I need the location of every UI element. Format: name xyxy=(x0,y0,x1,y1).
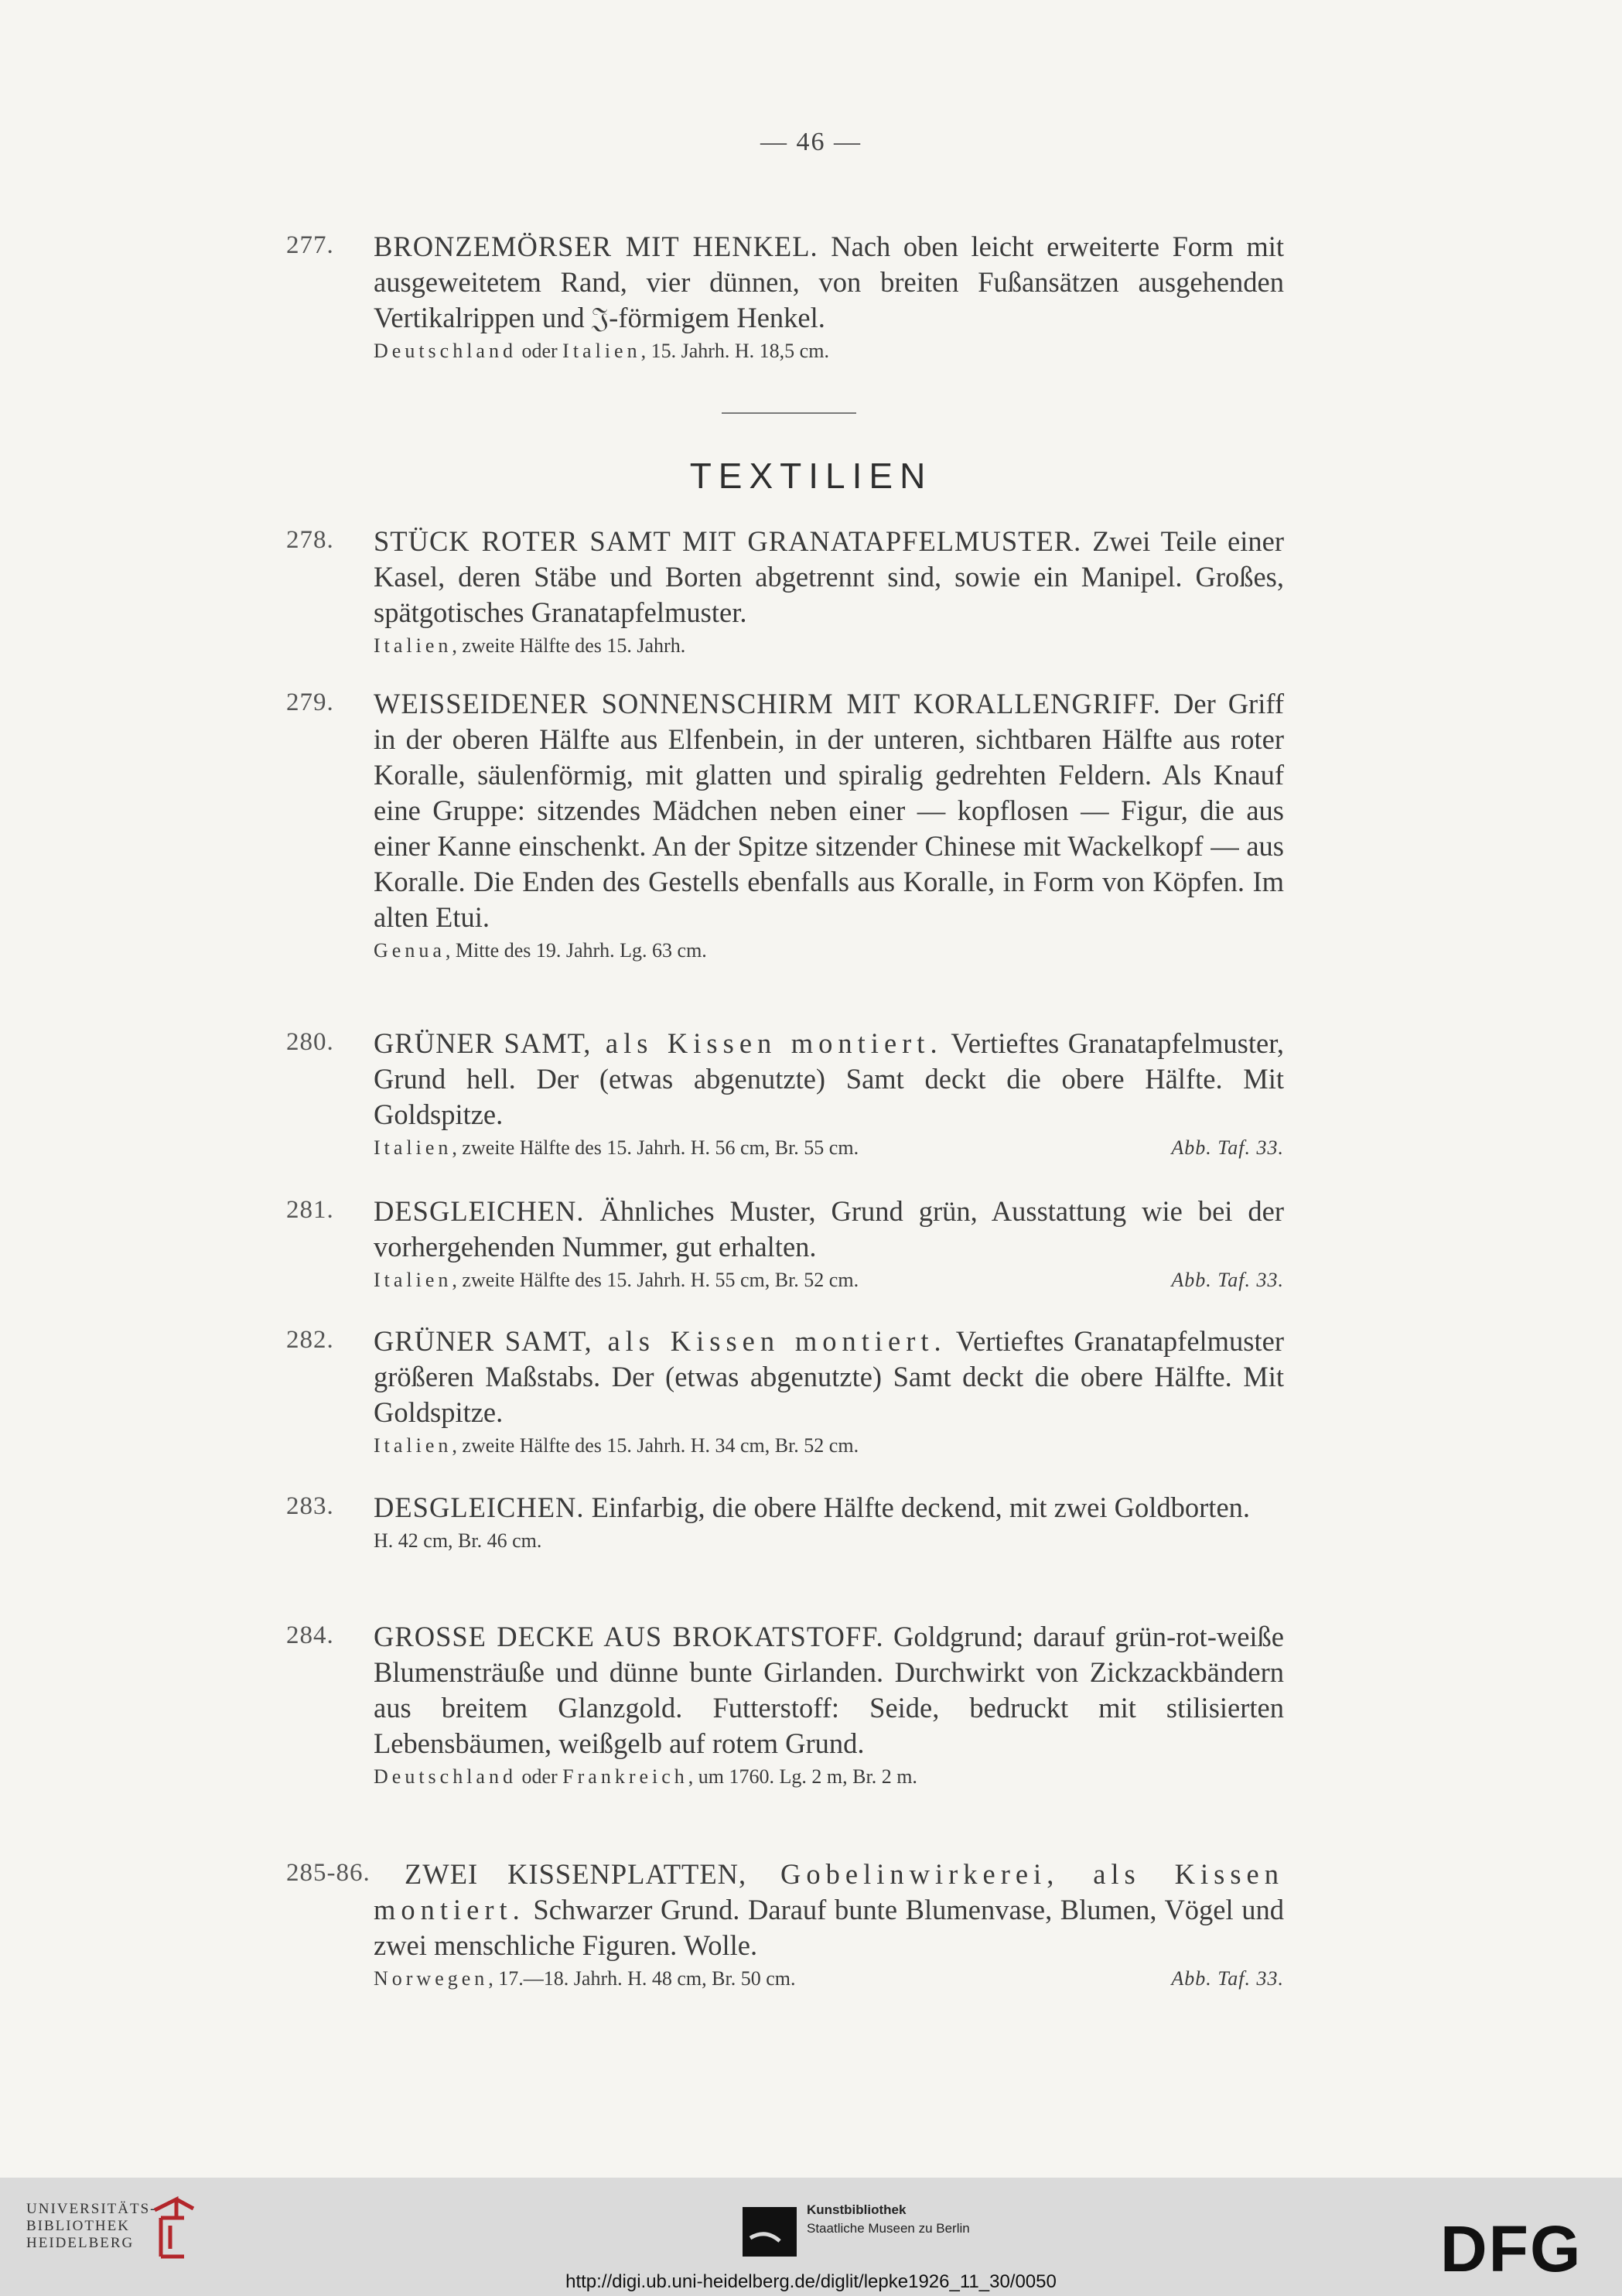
entry-number: 282. xyxy=(286,1326,334,1354)
entry-number: 278. xyxy=(286,526,334,554)
meta-details: , zweite Hälfte des 15. Jahrh. H. 55 cm, Br. 52 cm. xyxy=(452,1269,859,1291)
origin-place-2: Frankreich xyxy=(562,1765,688,1788)
entry-title: DESGLEICHEN. xyxy=(374,1195,585,1227)
meta-details: , um 1760. Lg. 2 m, Br. 2 m. xyxy=(688,1765,917,1788)
catalog-entry-285-86 xyxy=(286,1857,1284,1994)
page-number: — 46 — xyxy=(760,128,862,156)
meta-details: , zweite Hälfte des 15. Jahrh. H. 56 cm, Br. 55 cm. xyxy=(452,1136,859,1159)
meta-details: , zweite Hälfte des 15. Jahrh. H. 34 cm, Br. 52 cm. xyxy=(452,1434,859,1457)
kunstbibliothek-name xyxy=(807,2201,970,2238)
catalog-entry-283 xyxy=(286,1490,1284,1556)
entry-meta xyxy=(374,1761,1284,1792)
entry-text xyxy=(374,1026,1284,1133)
dfg-logo: DFG xyxy=(1440,2212,1583,2285)
entry-meta xyxy=(374,1133,1284,1163)
entry-number: 279. xyxy=(286,688,334,716)
entry-spaced-note: als Kissen montiert. xyxy=(592,1325,947,1357)
origin-place: Italien xyxy=(374,1434,452,1457)
meta-details: , 17.—18. Jahrh. H. 48 cm, Br. 50 cm. xyxy=(488,1967,796,1990)
entry-number: 285-86. xyxy=(286,1859,370,1887)
entry-title: GRÜNER SAMT, xyxy=(374,1325,592,1357)
entry-text xyxy=(374,686,1284,935)
meta-details: H. 42 cm, Br. 46 cm. xyxy=(374,1529,542,1552)
entry-text xyxy=(374,1490,1284,1526)
entry-meta xyxy=(374,1526,1284,1556)
origin-place: Italien xyxy=(374,634,452,657)
kunstbibliothek-title: Kunstbibliothek xyxy=(807,2202,907,2217)
entry-number: 277. xyxy=(286,231,334,259)
section-heading: TEXTILIEN xyxy=(689,456,933,496)
entry-description: Vertieftes Granatapfelmuster größeren Maßstabs. Der (etwas abgenutzte) Samt deckt die obere Hälfte. Mit Goldspitze. xyxy=(374,1325,1285,1428)
catalog-entry-282 xyxy=(286,1324,1284,1461)
digitization-footer xyxy=(0,2178,1622,2296)
origin-place: Deutschland xyxy=(374,1765,517,1788)
entry-meta xyxy=(374,935,1284,966)
entry-description: Vertieftes Granatapfelmuster, Grund hell. Der (etwas abgenutzte) Samt deckt die obere Hälfte. Mit Goldspitze. xyxy=(374,1027,1285,1130)
meta-text: oder xyxy=(516,1765,563,1788)
entry-text xyxy=(374,229,1284,336)
catalog-entry-284 xyxy=(286,1619,1284,1792)
entry-title: DESGLEICHEN. xyxy=(374,1491,585,1523)
entry-spaced-note: Gobelinwirkerei, als Kissen montiert. xyxy=(374,1858,1284,1925)
kunstbibliothek-subtitle: Staatliche Museen zu Berlin xyxy=(807,2221,970,2236)
entry-description: Ähnliches Muster, Grund grün, Ausstattung wie bei der vorhergehenden Nummer, gut erhalten. xyxy=(374,1195,1284,1262)
entry-number: 281. xyxy=(286,1196,334,1224)
entry-title: WEISSEIDENER SONNENSCHIRM MIT KORALLENGRIFF. xyxy=(374,688,1162,719)
plate-reference: Abb. Taf. 33. xyxy=(1171,1136,1284,1159)
entry-meta xyxy=(374,630,1284,661)
entry-meta xyxy=(374,1963,1284,1994)
entry-text xyxy=(374,1857,1284,1963)
section-divider xyxy=(722,412,856,414)
origin-place: Norwegen xyxy=(374,1967,489,1990)
meta-details: , 15. Jahrh. H. 18,5 cm. xyxy=(640,340,829,362)
meta-details: , zweite Hälfte des 15. Jahrh. xyxy=(452,634,686,657)
entry-spaced-note: als Kissen montiert. xyxy=(591,1027,943,1059)
entry-text xyxy=(374,1619,1284,1761)
entry-text xyxy=(374,524,1284,630)
entry-number: 280. xyxy=(286,1028,334,1056)
entry-description: Zwei Teile einer Kasel, deren Stäbe und Borten abgetrennt sind, sowie ein Manipel. Großes, spätgotisches Granatapfelmuster. xyxy=(374,525,1284,628)
entry-description: Goldgrund; darauf grün-rot-weiße Blumensträuße und dünne bunte Girlanden. Durchwirkt von Zickzackbändern aus breitem Glanzgold. Futterstoff: Seide, bedruckt mit stilisierten Lebensbäumen, weißgelb auf rotem Grund. xyxy=(374,1621,1284,1759)
entry-meta xyxy=(374,336,1284,367)
catalog-entry-279 xyxy=(286,686,1284,966)
plate-reference: Abb. Taf. 33. xyxy=(1171,1269,1284,1291)
entry-description: Einfarbig, die obere Hälfte deckend, mit zwei Goldborten. xyxy=(584,1491,1251,1523)
entry-title: ZWEI KISSENPLATTEN, xyxy=(405,1858,747,1890)
entry-description: Nach oben leicht erweiterte Form mit ausgeweitetem Rand, vier dünnen, von breiten Fußansätzen ausgehenden Vertikalrippen und 𝔍-förmigem Henkel. xyxy=(374,231,1284,333)
origin-place: Genua xyxy=(374,939,446,962)
entry-title: GRÜNER SAMT, xyxy=(374,1027,592,1059)
origin-place: Deutschland xyxy=(374,340,517,362)
catalog-entry-277 xyxy=(286,229,1284,367)
entry-title: GROSSE DECKE AUS BROKATSTOFF. xyxy=(374,1621,884,1652)
university-line-3: HEIDELBERG xyxy=(26,2235,135,2251)
entry-number: 284. xyxy=(286,1621,334,1649)
entry-text xyxy=(374,1194,1284,1265)
entry-number: 283. xyxy=(286,1492,334,1520)
meta-text: oder xyxy=(516,340,563,362)
origin-place: Italien xyxy=(374,1136,452,1159)
kunstbibliothek-logo-icon xyxy=(743,2207,797,2257)
university-line-1: UNIVERSITÄTS- xyxy=(26,2201,157,2217)
entry-description: Schwarzer Grund. Darauf bunte Blumenvase, Blumen, Vögel und zwei menschliche Figuren. Wolle. xyxy=(374,1894,1284,1961)
catalog-entry-281 xyxy=(286,1194,1284,1296)
entry-text xyxy=(374,1324,1284,1430)
entry-meta xyxy=(374,1430,1284,1461)
catalog-entry-280 xyxy=(286,1026,1284,1163)
origin-place: Italien xyxy=(374,1269,452,1291)
origin-place-2: Italien xyxy=(562,340,641,362)
heidelberg-logo-icon xyxy=(145,2195,200,2264)
plate-reference: Abb. Taf. 33. xyxy=(1171,1967,1284,1990)
entry-title: STÜCK ROTER SAMT MIT GRANATAPFELMUSTER. xyxy=(374,525,1082,557)
source-url[interactable]: http://digi.ub.uni-heidelberg.de/diglit/lepke1926_11_30/0050 xyxy=(565,2271,1057,2292)
entry-meta xyxy=(374,1265,1284,1296)
university-library-name xyxy=(26,2201,157,2252)
meta-details: , Mitte des 19. Jahrh. Lg. 63 cm. xyxy=(445,939,707,962)
catalog-entry-278 xyxy=(286,524,1284,661)
university-line-2: BIBLIOTHEK xyxy=(26,2218,130,2234)
entry-title: BRONZEMÖRSER MIT HENKEL. xyxy=(374,231,818,262)
entry-description: Der Griff in der oberen Hälfte aus Elfenbein, in der unteren, sichtbaren Hälfte aus roter Koralle, säulenförmig, mit glatten und spiralig gedrehten Feldern. Als Knauf eine Gruppe: sitzendes Mädchen neben einer — kopflosen — Figur, die aus einer Kanne einschenkt. An der Spitze sitzender Chinese mit Wackelkopf — aus Koralle. Die Enden des Gestells ebenfalls aus Koralle, in Form von Köpfen. Im alten Etui. xyxy=(374,688,1285,933)
